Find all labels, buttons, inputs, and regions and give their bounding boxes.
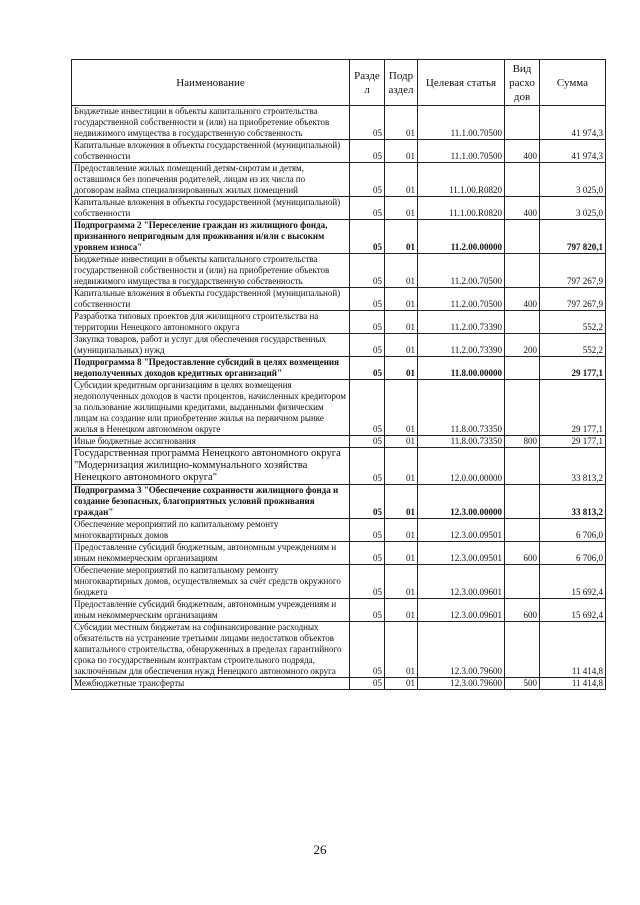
- cell-target: 11.2.00.70500: [418, 288, 505, 311]
- cell-podrazdel: 01: [385, 599, 418, 622]
- cell-razdel: 05: [350, 334, 385, 357]
- cell-razdel: 05: [350, 288, 385, 311]
- cell-target: 11.2.00.73390: [418, 311, 505, 334]
- cell-sum: 33 813,2: [540, 485, 606, 519]
- cell-target: 11.2.00.70500: [418, 254, 505, 288]
- cell-razdel: 05: [350, 678, 385, 690]
- cell-sum: 797 267,9: [540, 288, 606, 311]
- cell-target: 12.3.00.79600: [418, 678, 505, 690]
- cell-razdel: 05: [350, 357, 385, 380]
- table-row: [72, 140, 606, 163]
- cell-vid: [505, 357, 540, 380]
- table-row: [72, 288, 606, 311]
- cell-podrazdel: 01: [385, 565, 418, 599]
- cell-target: 11.2.00.73390: [418, 334, 505, 357]
- table-row: [72, 599, 606, 622]
- cell-podrazdel: 01: [385, 220, 418, 254]
- cell-podrazdel: 01: [385, 622, 418, 678]
- cell-podrazdel: 01: [385, 519, 418, 542]
- table-row: [72, 678, 606, 690]
- table-row: [72, 311, 606, 334]
- cell-razdel: 05: [350, 380, 385, 436]
- table-row: [72, 106, 606, 140]
- cell-podrazdel: 01: [385, 357, 418, 380]
- cell-sum: 6 706,0: [540, 542, 606, 565]
- cell-razdel: 05: [350, 106, 385, 140]
- cell-razdel: 05: [350, 565, 385, 599]
- cell-podrazdel: 01: [385, 197, 418, 220]
- cell-target: 12.3.00.09601: [418, 565, 505, 599]
- cell-target: 11.1.00.R0820: [418, 197, 505, 220]
- cell-podrazdel: 01: [385, 485, 418, 519]
- cell-sum: 15 692,4: [540, 599, 606, 622]
- cell-name: Обеспечение мероприятий по капитальному ремонту многоквартирных домов, осуществляемых за счёт средств окружного бюджета: [72, 565, 350, 599]
- cell-razdel: 05: [350, 220, 385, 254]
- cell-razdel: 05: [350, 485, 385, 519]
- cell-name: Подпрограмма 2 "Переселение граждан из жилищного фонда, признанного непригодным для проживания и/или с высоким уровнем износа": [72, 220, 350, 254]
- cell-sum: 797 267,9: [540, 254, 606, 288]
- cell-name: Капитальные вложения в объекты государственной (муниципальной) собственности: [72, 288, 350, 311]
- cell-podrazdel: 01: [385, 254, 418, 288]
- cell-sum: 552,2: [540, 334, 606, 357]
- cell-target: 12.3.00.00000: [418, 485, 505, 519]
- cell-sum: 797 820,1: [540, 220, 606, 254]
- table-row: [72, 254, 606, 288]
- cell-vid: [505, 311, 540, 334]
- cell-sum: 29 177,1: [540, 436, 606, 448]
- cell-sum: 15 692,4: [540, 565, 606, 599]
- cell-sum: 3 025,0: [540, 163, 606, 197]
- cell-vid: 400: [505, 197, 540, 220]
- cell-vid: 800: [505, 436, 540, 448]
- cell-name: Субсидии кредитным организациям в целях возмещения недополученных доходов в части процентов, начисленных кредитором за пользование жилищными кредитами, выданными физическим лицам на создание или приобретение жилья на первичном рынке жилья в Ненецком автономном округе: [72, 380, 350, 436]
- cell-name: Межбюджетные трансферты: [72, 678, 350, 690]
- table-row: [72, 436, 606, 448]
- table-row: [72, 622, 606, 678]
- cell-sum: 11 414,8: [540, 678, 606, 690]
- cell-name: Обеспечение мероприятий по капитальному ремонту многоквартирных домов: [72, 519, 350, 542]
- cell-vid: [505, 163, 540, 197]
- table-row: [72, 380, 606, 436]
- table-body: [72, 106, 606, 690]
- cell-vid: [505, 622, 540, 678]
- cell-target: 11.1.00.R0820: [418, 163, 505, 197]
- header-name: Наименование: [72, 60, 350, 106]
- cell-target: 11.8.00.00000: [418, 357, 505, 380]
- table-row: [72, 334, 606, 357]
- header-podrazdel: Подр аздел: [385, 60, 418, 106]
- cell-vid: [505, 254, 540, 288]
- cell-vid: 500: [505, 678, 540, 690]
- cell-sum: 6 706,0: [540, 519, 606, 542]
- cell-target: 12.3.00.09501: [418, 519, 505, 542]
- cell-name: Предоставление субсидий бюджетным, автономным учреждениям и иным некоммерческим организациям: [72, 542, 350, 565]
- cell-sum: 33 813,2: [540, 448, 606, 485]
- cell-sum: 29 177,1: [540, 380, 606, 436]
- cell-vid: [505, 106, 540, 140]
- table-row: [72, 542, 606, 565]
- cell-sum: 552,2: [540, 311, 606, 334]
- cell-name: Государственная программа Ненецкого автономного округа "Модернизация жилищно-коммунального хозяйства Ненецкого автономного округа": [72, 448, 350, 485]
- table-row: [72, 163, 606, 197]
- cell-razdel: 05: [350, 599, 385, 622]
- table-row: [72, 519, 606, 542]
- cell-sum: 29 177,1: [540, 357, 606, 380]
- table-row: [72, 448, 606, 485]
- cell-sum: 3 025,0: [540, 197, 606, 220]
- cell-vid: 400: [505, 288, 540, 311]
- cell-vid: 600: [505, 599, 540, 622]
- cell-podrazdel: 01: [385, 334, 418, 357]
- cell-name: Подпрограмма 8 "Предоставление субсидий в целях возмещения недополученных доходов кредитных организаций": [72, 357, 350, 380]
- cell-name: Подпрограмма 3 "Обеспечение сохранности жилищного фонда и создание безопасных, благоприятных условий проживания граждан": [72, 485, 350, 519]
- cell-name: Капитальные вложения в объекты государственной (муниципальной) собственности: [72, 140, 350, 163]
- cell-vid: [505, 485, 540, 519]
- cell-razdel: 05: [350, 436, 385, 448]
- table-header-row: [72, 60, 606, 106]
- cell-target: 11.1.00.70500: [418, 140, 505, 163]
- cell-podrazdel: 01: [385, 106, 418, 140]
- page-number: 26: [313, 842, 327, 857]
- cell-razdel: 05: [350, 197, 385, 220]
- table-row: [72, 357, 606, 380]
- cell-name: Разработка типовых проектов для жилищного строительства на территории Ненецкого автономного округа: [72, 311, 350, 334]
- cell-target: 12.3.00.09601: [418, 599, 505, 622]
- cell-target: 12.0.00.00000: [418, 448, 505, 485]
- cell-razdel: 05: [350, 254, 385, 288]
- cell-vid: 400: [505, 140, 540, 163]
- cell-razdel: 05: [350, 311, 385, 334]
- header-razdel: Разде л: [350, 60, 385, 106]
- cell-target: 11.8.00.73350: [418, 436, 505, 448]
- cell-podrazdel: 01: [385, 288, 418, 311]
- cell-razdel: 05: [350, 448, 385, 485]
- cell-name: Иные бюджетные ассигнования: [72, 436, 350, 448]
- cell-vid: [505, 448, 540, 485]
- cell-vid: 200: [505, 334, 540, 357]
- cell-name: Бюджетные инвестиции в объекты капитального строительства государственной собственности и (или) на приобретение объектов недвижимого имущества в государственную собственность: [72, 106, 350, 140]
- budget-table: [71, 59, 606, 690]
- cell-vid: [505, 220, 540, 254]
- cell-name: Субсидии местным бюджетам на софинансирование расходных обязательств на устранение третьими лицами недостатков объектов капитального строительства, обнаруженных в пределах гарантийного срока по государственным контрактам строительного подряда, заключённым для обеспечения нужд Ненецкого автономного округа: [72, 622, 350, 678]
- cell-target: 11.2.00.00000: [418, 220, 505, 254]
- table-row: [72, 197, 606, 220]
- cell-razdel: 05: [350, 140, 385, 163]
- table-row: [72, 485, 606, 519]
- table-row: [72, 220, 606, 254]
- header-target: Целевая статья: [418, 60, 505, 106]
- cell-podrazdel: 01: [385, 140, 418, 163]
- cell-target: 12.3.00.09501: [418, 542, 505, 565]
- cell-target: 11.1.00.70500: [418, 106, 505, 140]
- header-vid: Вид расхо дов: [505, 60, 540, 106]
- cell-podrazdel: 01: [385, 380, 418, 436]
- cell-razdel: 05: [350, 519, 385, 542]
- cell-sum: 41 974,3: [540, 140, 606, 163]
- cell-sum: 11 414,8: [540, 622, 606, 678]
- cell-vid: [505, 565, 540, 599]
- cell-razdel: 05: [350, 542, 385, 565]
- cell-name: Предоставление субсидий бюджетным, автономным учреждениям и иным некоммерческим организациям: [72, 599, 350, 622]
- cell-target: 12.3.00.79600: [418, 622, 505, 678]
- cell-target: 11.8.00.73350: [418, 380, 505, 436]
- cell-podrazdel: 01: [385, 448, 418, 485]
- cell-name: Закупка товаров, работ и услуг для обеспечения государственных (муниципальных) нужд: [72, 334, 350, 357]
- cell-podrazdel: 01: [385, 311, 418, 334]
- cell-vid: 600: [505, 542, 540, 565]
- cell-name: Бюджетные инвестиции в объекты капитального строительства государственной собственности и (или) на приобретение объектов недвижимого имущества в государственную собственность: [72, 254, 350, 288]
- cell-podrazdel: 01: [385, 678, 418, 690]
- cell-razdel: 05: [350, 622, 385, 678]
- cell-razdel: 05: [350, 163, 385, 197]
- cell-vid: [505, 380, 540, 436]
- cell-podrazdel: 01: [385, 542, 418, 565]
- cell-sum: 41 974,3: [540, 106, 606, 140]
- table-row: [72, 565, 606, 599]
- cell-podrazdel: 01: [385, 163, 418, 197]
- cell-name: Капитальные вложения в объекты государственной (муниципальной) собственности: [72, 197, 350, 220]
- cell-name: Предоставление жилых помещений детям-сиротам и детям, оставшимся без попечения родителей, лицам из их числа по договорам найма специализированных жилых помещений: [72, 163, 350, 197]
- header-sum: Сумма: [540, 60, 606, 106]
- cell-vid: [505, 519, 540, 542]
- cell-podrazdel: 01: [385, 436, 418, 448]
